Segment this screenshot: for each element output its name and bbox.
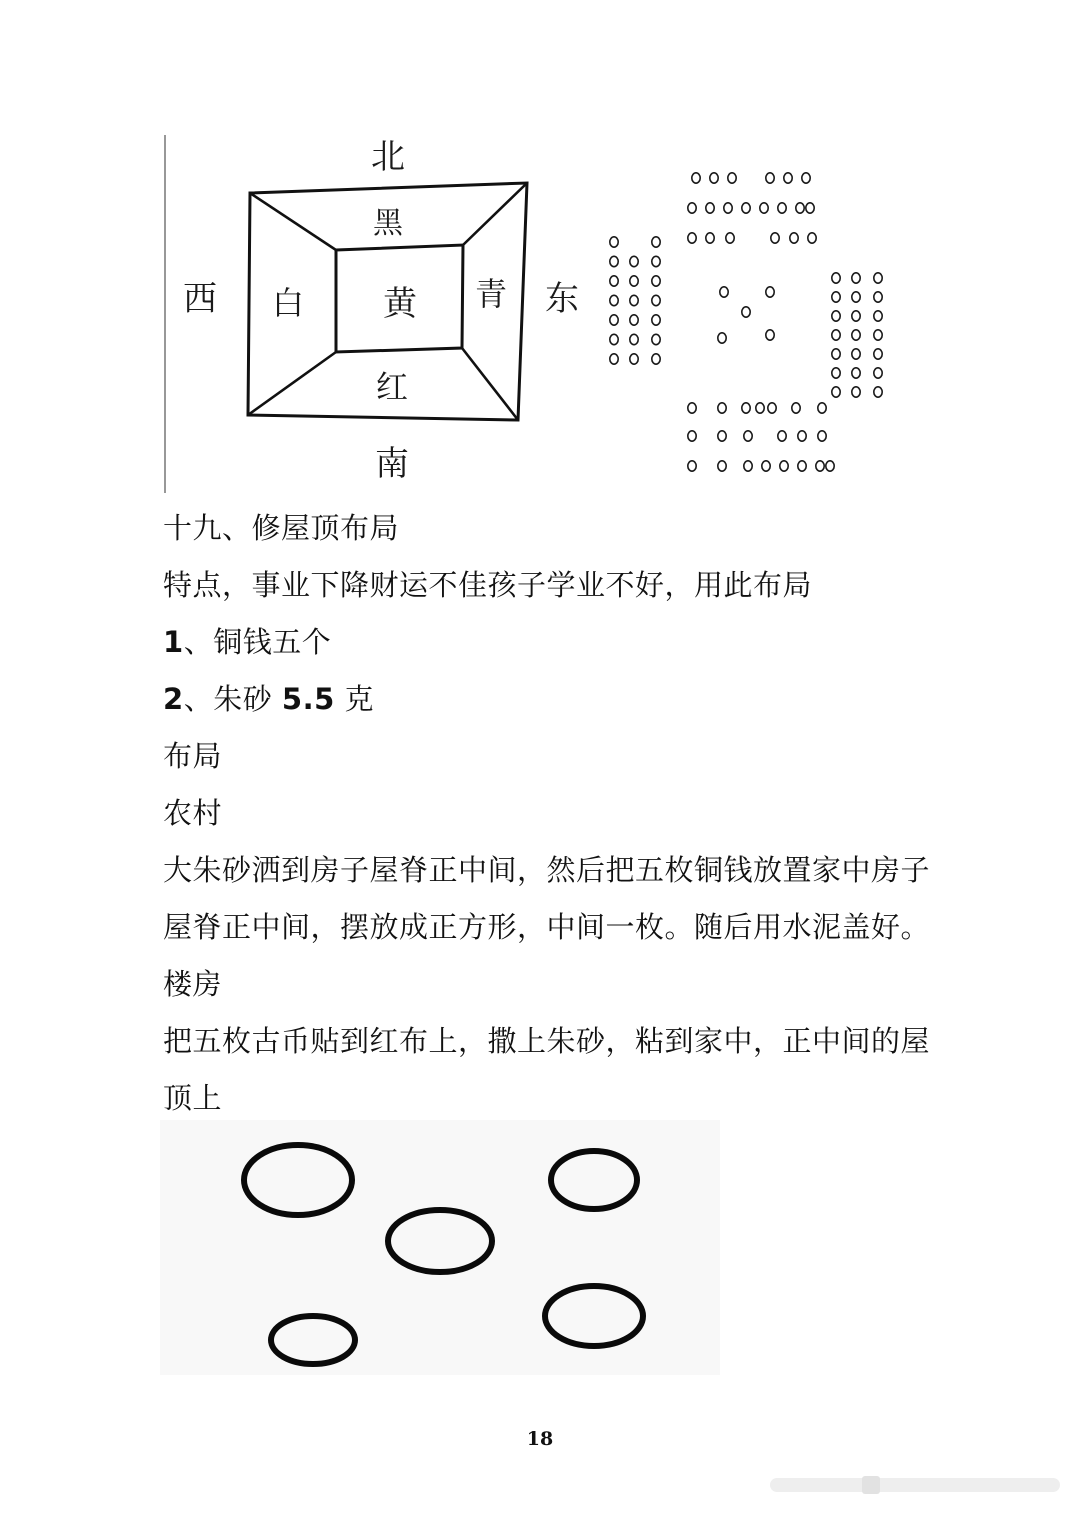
item-2-text: 、朱砂 — [183, 682, 273, 716]
small-circle-mark — [832, 273, 840, 283]
section-heading: 十九、修屋顶布局 — [163, 511, 400, 545]
small-circle-mark — [720, 287, 728, 297]
small-circle-mark — [802, 173, 810, 183]
rural-text-line-2: 屋脊正中间，摆放成正方形，中间一枚。随后用水泥盖好。 — [163, 910, 931, 944]
small-circle-mark — [852, 273, 860, 283]
small-circle-mark — [874, 387, 882, 397]
small-circle-mark — [792, 403, 800, 413]
small-circle-mark — [652, 256, 660, 266]
small-circle-mark — [706, 203, 714, 213]
small-circle-mark — [652, 334, 660, 344]
item-2-unit: 克 — [334, 682, 375, 716]
small-circle-mark — [744, 461, 752, 471]
bottom-color-label: 红 — [375, 368, 409, 406]
building-text-line-1: 把五枚古币贴到红布上，撒上朱砂，粘到家中，正中间的屋 — [163, 1024, 931, 1058]
small-circle-mark — [718, 431, 726, 441]
small-circle-mark — [766, 287, 774, 297]
small-circle-mark — [610, 334, 618, 344]
small-circle-mark — [790, 233, 798, 243]
small-circle-mark — [806, 203, 814, 213]
small-circle-mark — [816, 461, 824, 471]
small-circle-mark — [874, 330, 882, 340]
small-circle-mark — [756, 403, 764, 413]
small-circle-mark — [744, 431, 752, 441]
small-circle-mark — [852, 292, 860, 302]
small-circle-mark — [784, 173, 792, 183]
small-circle-mark — [808, 233, 816, 243]
five-coins-drawing — [160, 1120, 720, 1380]
small-circle-mark — [728, 173, 736, 183]
right-color-label: 青 — [474, 275, 508, 313]
small-circle-mark — [688, 203, 696, 213]
direction-color-diagram — [160, 130, 620, 495]
small-circle-mark — [688, 233, 696, 243]
page-number: 18 — [526, 1428, 554, 1450]
small-circle-mark — [630, 256, 638, 266]
small-circle-mark — [718, 333, 726, 343]
small-circle-mark — [818, 403, 826, 413]
small-circle-mark — [610, 237, 618, 247]
small-circle-mark — [742, 307, 750, 317]
small-circle-mark — [798, 431, 806, 441]
small-circle-mark — [852, 349, 860, 359]
text-body — [163, 500, 943, 1127]
north-label: 北 — [371, 137, 405, 177]
small-circle-mark — [766, 173, 774, 183]
small-circle-mark — [652, 276, 660, 286]
small-circle-mark — [610, 256, 618, 266]
small-circle-mark — [771, 233, 779, 243]
small-circle-mark — [798, 461, 806, 471]
building-title: 楼房 — [163, 967, 223, 1001]
south-label: 南 — [375, 444, 409, 484]
small-circle-mark — [652, 237, 660, 247]
small-circle-mark — [832, 368, 840, 378]
small-circle-mark — [874, 273, 882, 283]
small-circle-mark — [710, 173, 718, 183]
item-1-text: 、铜钱五个 — [183, 625, 332, 659]
east-label: 东 — [545, 279, 579, 319]
small-circle-mark — [742, 203, 750, 213]
diagonal-tr — [463, 183, 527, 245]
small-circle-mark — [718, 403, 726, 413]
scan-background — [160, 1120, 720, 1375]
building-text-line-2: 顶上 — [163, 1081, 223, 1115]
small-circle-mark — [832, 330, 840, 340]
west-label: 西 — [183, 279, 217, 319]
small-circle-mark — [852, 311, 860, 321]
small-circle-mark — [778, 203, 786, 213]
small-circle-mark — [610, 276, 618, 286]
small-circle-mark — [718, 461, 726, 471]
small-circle-mark — [692, 173, 700, 183]
small-circle-mark — [766, 330, 774, 340]
small-circle-mark — [688, 403, 696, 413]
left-color-label: 白 — [271, 284, 305, 322]
small-circle-mark — [832, 387, 840, 397]
top-color-label: 黑 — [373, 206, 403, 241]
small-circle-mark — [652, 295, 660, 305]
small-circle-mark — [610, 354, 618, 364]
small-circle-mark — [832, 292, 840, 302]
small-circle-mark — [874, 349, 882, 359]
diagonal-tl — [250, 193, 336, 250]
small-circle-mark — [852, 330, 860, 340]
small-circle-mark — [780, 461, 788, 471]
small-circle-mark — [874, 292, 882, 302]
small-circle-mark — [630, 295, 638, 305]
small-circle-mark — [630, 315, 638, 325]
feature-text: 特点，事业下降财运不佳孩子学业不好，用此布局 — [163, 568, 813, 602]
small-circle-mark — [832, 311, 840, 321]
rural-text-line-1: 大朱砂洒到房子屋脊正中间，然后把五枚铜钱放置家中房子 — [163, 853, 931, 887]
small-circle-mark — [610, 295, 618, 305]
small-circles-pattern — [600, 160, 900, 485]
item-2 — [163, 671, 943, 728]
small-circle-mark — [630, 276, 638, 286]
item-1-number: 1 — [163, 625, 184, 659]
small-circle-mark — [652, 354, 660, 364]
small-circle-mark — [768, 403, 776, 413]
rural-title: 农村 — [163, 796, 223, 830]
small-circle-mark — [852, 368, 860, 378]
small-circle-mark — [726, 233, 734, 243]
small-circle-mark — [796, 203, 804, 213]
small-circle-mark — [818, 431, 826, 441]
small-circle-mark — [688, 461, 696, 471]
small-circle-mark — [778, 431, 786, 441]
small-circle-mark — [760, 203, 768, 213]
small-circle-mark — [688, 431, 696, 441]
small-circle-mark — [826, 461, 834, 471]
small-circle-mark — [706, 233, 714, 243]
diagonal-bl — [248, 352, 336, 415]
layout-title: 布局 — [163, 739, 223, 773]
item-2-amount: 5.5 — [281, 682, 335, 716]
small-circle-mark — [874, 311, 882, 321]
center-color-label: 黄 — [383, 284, 417, 324]
small-circle-mark — [630, 354, 638, 364]
diagonal-br — [462, 348, 518, 420]
small-circle-mark — [652, 315, 660, 325]
item-1 — [163, 614, 943, 671]
small-circle-mark — [832, 349, 840, 359]
small-circle-mark — [762, 461, 770, 471]
small-circle-mark — [630, 334, 638, 344]
small-circle-mark — [724, 203, 732, 213]
small-circle-mark — [742, 403, 750, 413]
item-2-number: 2 — [163, 682, 184, 716]
small-circle-mark — [874, 368, 882, 378]
small-circle-mark — [852, 387, 860, 397]
small-circle-mark — [610, 315, 618, 325]
footer-watermark-bar — [770, 1470, 1070, 1500]
